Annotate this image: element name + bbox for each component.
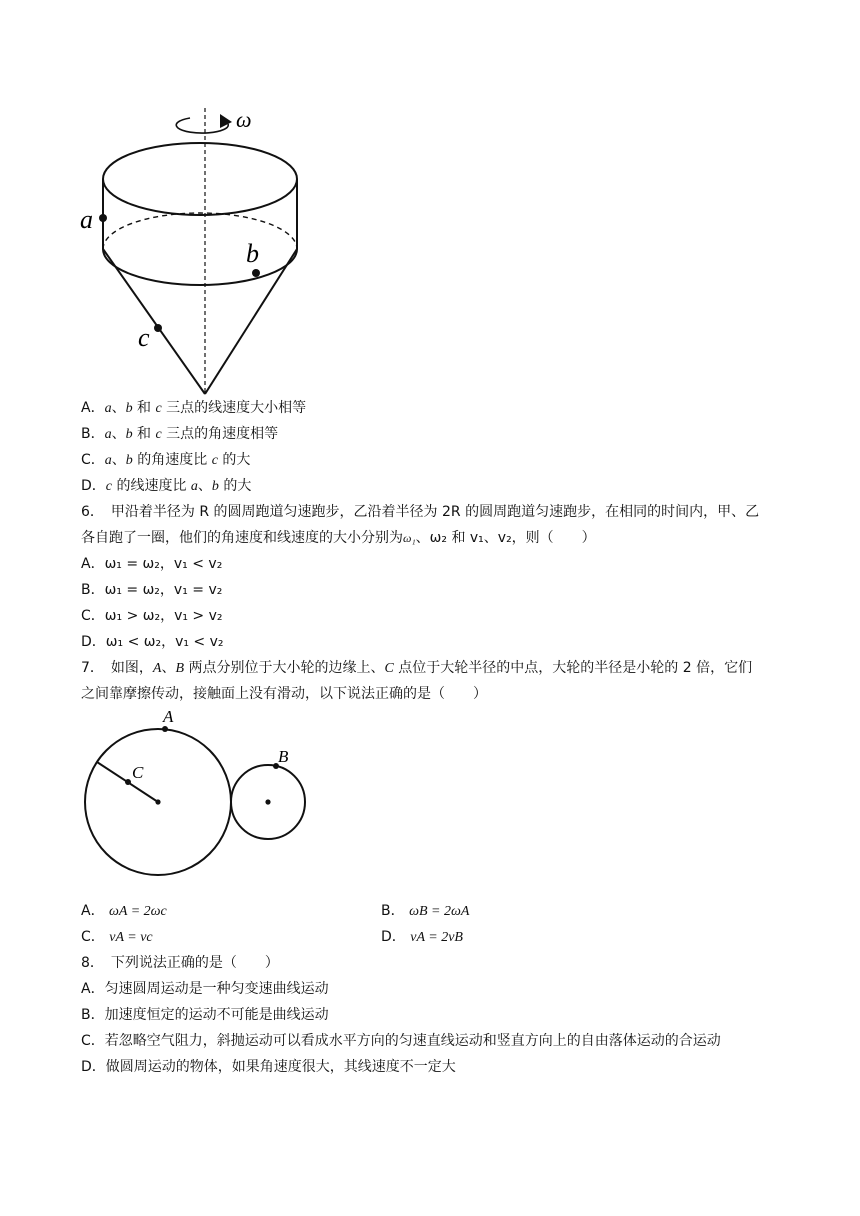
label-a: a xyxy=(80,205,93,234)
small-wheel-center xyxy=(265,799,270,804)
q7-option-c: C． vA = vc xyxy=(81,929,153,945)
label-A: A xyxy=(163,707,174,726)
cylinder-bottom-front xyxy=(103,249,297,285)
label-B: B xyxy=(278,747,289,766)
point-a xyxy=(99,214,107,222)
cone-left-side xyxy=(103,249,205,394)
q8-option-a: A．匀速圆周运动是一种匀变速曲线运动 xyxy=(81,981,329,997)
q7-option-d: D． vA = 2vB xyxy=(381,929,463,945)
point-c xyxy=(154,324,162,332)
point-b xyxy=(252,269,260,277)
q8-option-d: D．做圆周运动的物体，如果角速度很大，其线速度不一定大 xyxy=(81,1059,456,1075)
omega-label: ω xyxy=(236,107,252,132)
cylinder-cone-figure xyxy=(70,100,330,400)
q5-option-d: D．c 的线速度比 a、b 的大 xyxy=(81,478,252,494)
q5-option-b: B．a、b 和 c 三点的角速度相等 xyxy=(81,426,279,442)
q7-stem-line1: 7． 如图，A、B 两点分别位于大小轮的边缘上、C 点位于大轮半径的中点，大轮的半径是小轮的 2 倍，它们 xyxy=(81,660,753,676)
q8-option-c: C．若忽略空气阻力，斜抛运动可以看成水平方向的匀速直线运动和竖直方向上的自由落体运动的合运动 xyxy=(81,1033,721,1049)
q6-option-d: D．ω₁ < ω₂，v₁ < v₂ xyxy=(81,634,224,650)
label-b: b xyxy=(246,239,259,268)
cylinder-bottom-back xyxy=(103,213,297,249)
q6-option-b: B．ω₁ = ω₂，v₁ = v₂ xyxy=(81,582,223,598)
label-C: C xyxy=(132,763,144,782)
q7-option-a: A． ωA = 2ωc xyxy=(81,903,167,919)
wheels-figure xyxy=(80,706,320,880)
cone-right-side xyxy=(205,249,297,394)
q6-option-a: A．ω₁ = ω₂，v₁ < v₂ xyxy=(81,556,223,572)
q7-option-b: B． ωB = 2ωA xyxy=(381,903,470,919)
q8-option-b: B．加速度恒定的运动不可能是曲线运动 xyxy=(81,1007,329,1023)
label-c: c xyxy=(138,323,150,352)
rotation-arrowhead xyxy=(220,114,232,128)
point-A xyxy=(162,726,168,732)
cylinder-top xyxy=(103,143,297,215)
q6-option-c: C．ω₁ > ω₂，v₁ > v₂ xyxy=(81,608,223,624)
q6-stem-line2: 各自跑了一圈，他们的角速度和线速度的大小分别为ω₁、ω₂ 和 v₁、v₂，则（ ） xyxy=(81,530,596,546)
q8-stem: 8． 下列说法正确的是（ ） xyxy=(81,955,279,971)
q7-stem-line2: 之间靠摩擦传动，接触面上没有滑动，以下说法正确的是（ ） xyxy=(81,686,487,702)
point-C xyxy=(125,779,131,785)
q5-option-a: A．a、b 和 c 三点的线速度大小相等 xyxy=(81,400,307,416)
q6-stem-line1: 6． 甲沿着半径为 R 的圆周跑道匀速跑步，乙沿着半径为 2R 的圆周跑道匀速跑步，在相同的时间内，甲、乙 xyxy=(81,504,760,520)
q5-option-c: C．a、b 的角速度比 c 的大 xyxy=(81,452,251,468)
